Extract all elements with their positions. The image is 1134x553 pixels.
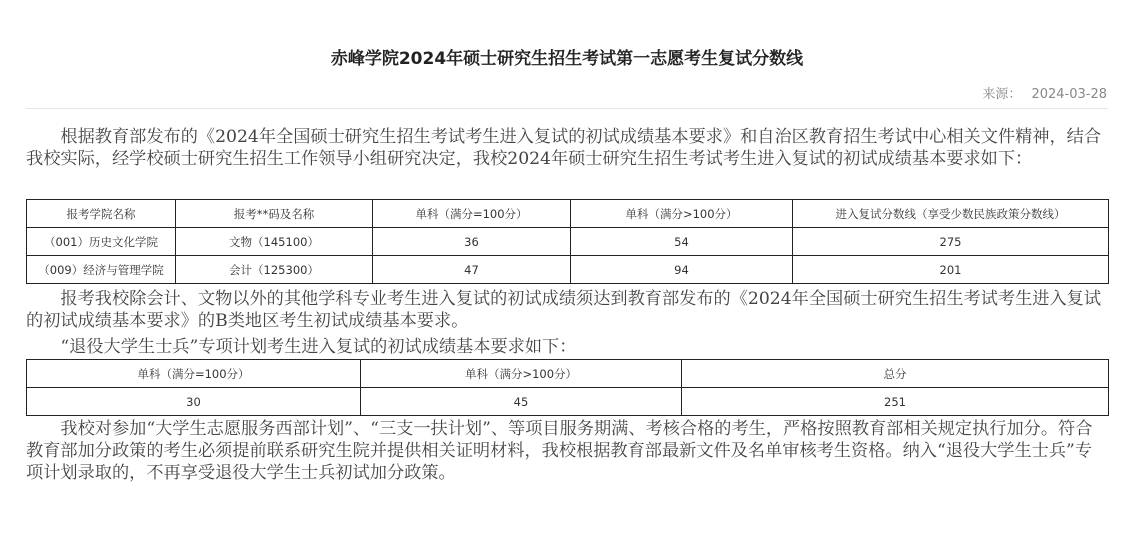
header-cell: 单科（满分=100分） xyxy=(373,200,571,228)
table-cell: 54 xyxy=(571,228,793,256)
table-row xyxy=(27,256,1109,284)
table-cell: 47 xyxy=(373,256,571,284)
table-cell: 201 xyxy=(793,256,1109,284)
header-cell: 单科（满分>100分） xyxy=(571,200,793,228)
score-table-general xyxy=(26,199,1109,284)
table-row xyxy=(27,228,1109,256)
header-cell: 单科（满分>100分） xyxy=(361,360,682,388)
table-cell: 275 xyxy=(793,228,1109,256)
intro-paragraph: 根据教育部发布的《2024年全国硕士研究生招生考试考生进入复试的初试成绩基本要求》和自治区教育招生考试中心相关文件精神，结合我校实际，经学校硕士研究生招生工作领导小组研究决定，我校2024年硕士研究生招生考试考生进入复试的初试成绩基本要求如下： xyxy=(26,127,1102,169)
article-title: 赤峰学院2024年硕士研究生招生考试第一志愿考生复试分数线 xyxy=(330,49,804,69)
header-cell: 进入复试分数线（享受少数民族政策分数线） xyxy=(793,200,1109,228)
table-cell: 会计（125300） xyxy=(176,256,373,284)
header-cell: 报考学院名称 xyxy=(27,200,176,228)
table-cell: （009）经济与管理学院 xyxy=(27,256,176,284)
bonus-policy-paragraph: 我校对参加“大学生志愿服务西部计划”、“三支一扶计划”、等项目服务期满、考核合格的考生，严格按照教育部相关规定执行加分。符合教育部加分政策的考生必须提前联系研究生院并提供相关证明材料，我校根据教育部最新文件及名单审核考生资格。纳入“退役大学生士兵”专项计划录取的，不再享受退役大学生士兵初试加分政策。 xyxy=(26,419,1093,483)
header-cell: 单科（满分=100分） xyxy=(27,360,361,388)
table-row xyxy=(27,388,1109,416)
title-divider xyxy=(26,108,1108,109)
publish-date: 2024-03-28 xyxy=(1031,87,1107,102)
header-cell: 报考**码及名称 xyxy=(176,200,373,228)
table-header-row xyxy=(27,200,1109,228)
other-majors-paragraph: 报考我校除会计、文物以外的其他学科专业考生进入复试的初试成绩须达到教育部发布的《2024年全国硕士研究生招生考试考生进入复试的初试成绩基本要求》的B类地区考生初试成绩基本要求。 xyxy=(26,289,1102,331)
table-cell: 45 xyxy=(361,388,682,416)
source-label: 来源： xyxy=(982,87,1022,102)
veteran-plan-paragraph: “退役大学生士兵”专项计划考生进入复试的初试成绩基本要求如下： xyxy=(60,337,577,357)
table-cell: （001）历史文化学院 xyxy=(27,228,176,256)
table-cell: 36 xyxy=(373,228,571,256)
table-cell: 251 xyxy=(682,388,1109,416)
table-cell: 94 xyxy=(571,256,793,284)
table-cell: 30 xyxy=(27,388,361,416)
article-meta xyxy=(982,83,1107,102)
score-table-veteran xyxy=(26,359,1109,416)
header-cell: 总分 xyxy=(682,360,1109,388)
table-header-row xyxy=(27,360,1109,388)
table-cell: 文物（145100） xyxy=(176,228,373,256)
